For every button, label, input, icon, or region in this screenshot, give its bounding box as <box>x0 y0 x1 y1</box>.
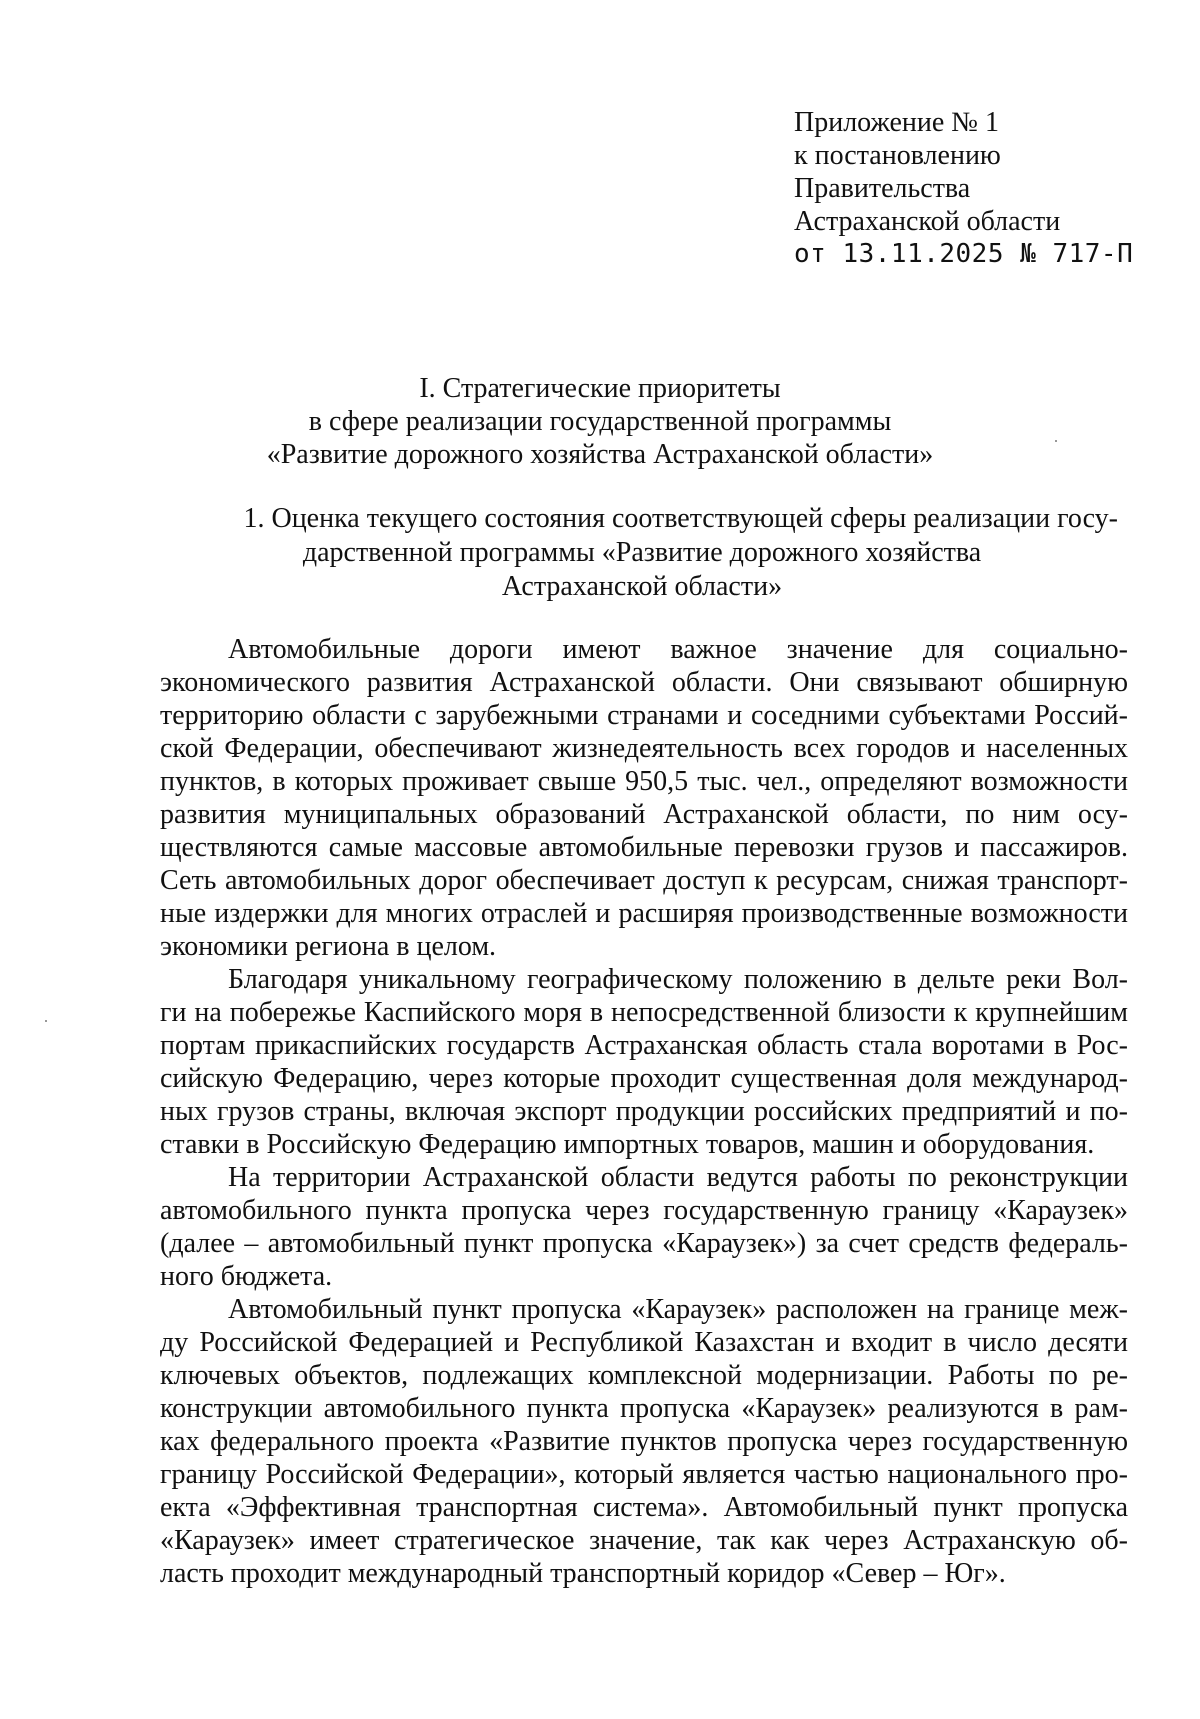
section-title <box>160 372 1040 471</box>
appendix-number: Приложение № 1 <box>794 107 999 138</box>
appendix-header <box>794 106 1133 271</box>
appendix-date-number: от 13.11.2025 № 717-П <box>794 239 1134 269</box>
paragraph-line: границу Российской Федерации», который является частью национального про- <box>160 1459 1128 1490</box>
paragraph-line: (далее – автомобильный пункт пропуска «Караузек») за счет средств федераль- <box>160 1228 1128 1259</box>
paragraph-line: конструкции автомобильного пункта пропуска «Караузек» реализуются в рам- <box>160 1393 1128 1424</box>
paragraph-line: ду Российской Федерацией и Республикой Казахстан и входит в число десяти <box>160 1327 1128 1358</box>
section-title-line: в сфере реализации государственной программы <box>308 406 892 437</box>
paragraph-line: ные издержки для многих отраслей и расширяя производственные возможности <box>160 898 1128 929</box>
paragraph-line: «Караузек» имеет стратегическое значение, так как через Астраханскую об- <box>160 1525 1128 1556</box>
subsection-title <box>160 502 1124 604</box>
section-title-line: «Развитие дорожного хозяйства Астраханской области» <box>266 439 934 470</box>
paragraph-line: ги на побережье Каспийского моря в непосредственной близости к крупнейшим <box>160 997 1128 1028</box>
paragraph-line: автомобильного пункта пропуска через государственную границу «Караузек» <box>160 1195 1128 1226</box>
paragraph-line: Благодаря уникальному географическому положению в дельте реки Вол- <box>228 964 1128 995</box>
paragraph-line: екта «Эффективная транспортная система». Автомобильный пункт пропуска <box>160 1492 1128 1523</box>
paragraph-line: ключевых объектов, подлежащих комплексной модернизации. Работы по ре- <box>160 1360 1128 1391</box>
paragraph-line: экономики региона в целом. <box>160 931 497 962</box>
paragraph-line: Сеть автомобильных дорог обеспечивает доступ к ресурсам, снижая транспорт- <box>160 865 1128 896</box>
paragraph-line: ществляются самые массовые автомобильные перевозки грузов и пассажиров. <box>160 832 1128 863</box>
body-text <box>160 633 1128 1590</box>
subsection-title-line: 1. Оценка текущего состояния соответствующей сферы реализации госу- <box>243 503 1118 534</box>
paragraph-line: ного бюджета. <box>160 1261 333 1292</box>
section-title-line: I. Стратегические приоритеты <box>419 373 781 404</box>
paragraph-line: ных грузов страны, включая экспорт продукции российских предприятий и по- <box>160 1096 1128 1127</box>
paragraph-line: сийскую Федерацию, через которые проходит существенная доля международ- <box>160 1063 1128 1094</box>
paragraph-line: Автомобильный пункт пропуска «Караузек» расположен на границе меж- <box>228 1294 1128 1325</box>
paragraph-line: ставки в Российскую Федерацию импортных товаров, машин и оборудования. <box>160 1129 1095 1160</box>
paragraph-line: территорию области с зарубежными странами и соседними субъектами Россий- <box>160 700 1128 731</box>
subsection-title-line: Астраханской области» <box>501 571 783 602</box>
paragraph-line: Автомобильные дороги имеют важное значение для социально- <box>228 634 1128 665</box>
appendix-region: Астраханской области <box>794 206 1061 237</box>
paragraph-line: развития муниципальных образований Астраханской области, по ним осу- <box>160 799 1128 830</box>
paragraph-line: ской Федерации, обеспечивают жизнедеятельность всех городов и населенных <box>160 733 1128 764</box>
paragraph-line: пунктов, в которых проживает свыше 950,5 тыс. чел., определяют возможности <box>160 766 1128 797</box>
scan-speck <box>1055 440 1057 442</box>
paragraph-line: На территории Астраханской области ведутся работы по реконструкции <box>228 1162 1128 1193</box>
paragraph-line: экономического развития Астраханской области. Они связывают обширную <box>160 667 1128 698</box>
appendix-government: Правительства <box>794 173 971 204</box>
scan-speck <box>45 1020 47 1022</box>
paragraph-line: портам прикаспийских государств Астраханская область стала воротами в Рос- <box>160 1030 1128 1061</box>
paragraph-line: ласть проходит международный транспортный коридор «Север – Юг». <box>160 1558 1006 1589</box>
subsection-title-line: дарственной программы «Развитие дорожного хозяйства <box>302 537 982 568</box>
appendix-resolution-ref: к постановлению <box>794 140 1001 171</box>
paragraph-line: ках федерального проекта «Развитие пунктов пропуска через государственную <box>160 1426 1128 1457</box>
